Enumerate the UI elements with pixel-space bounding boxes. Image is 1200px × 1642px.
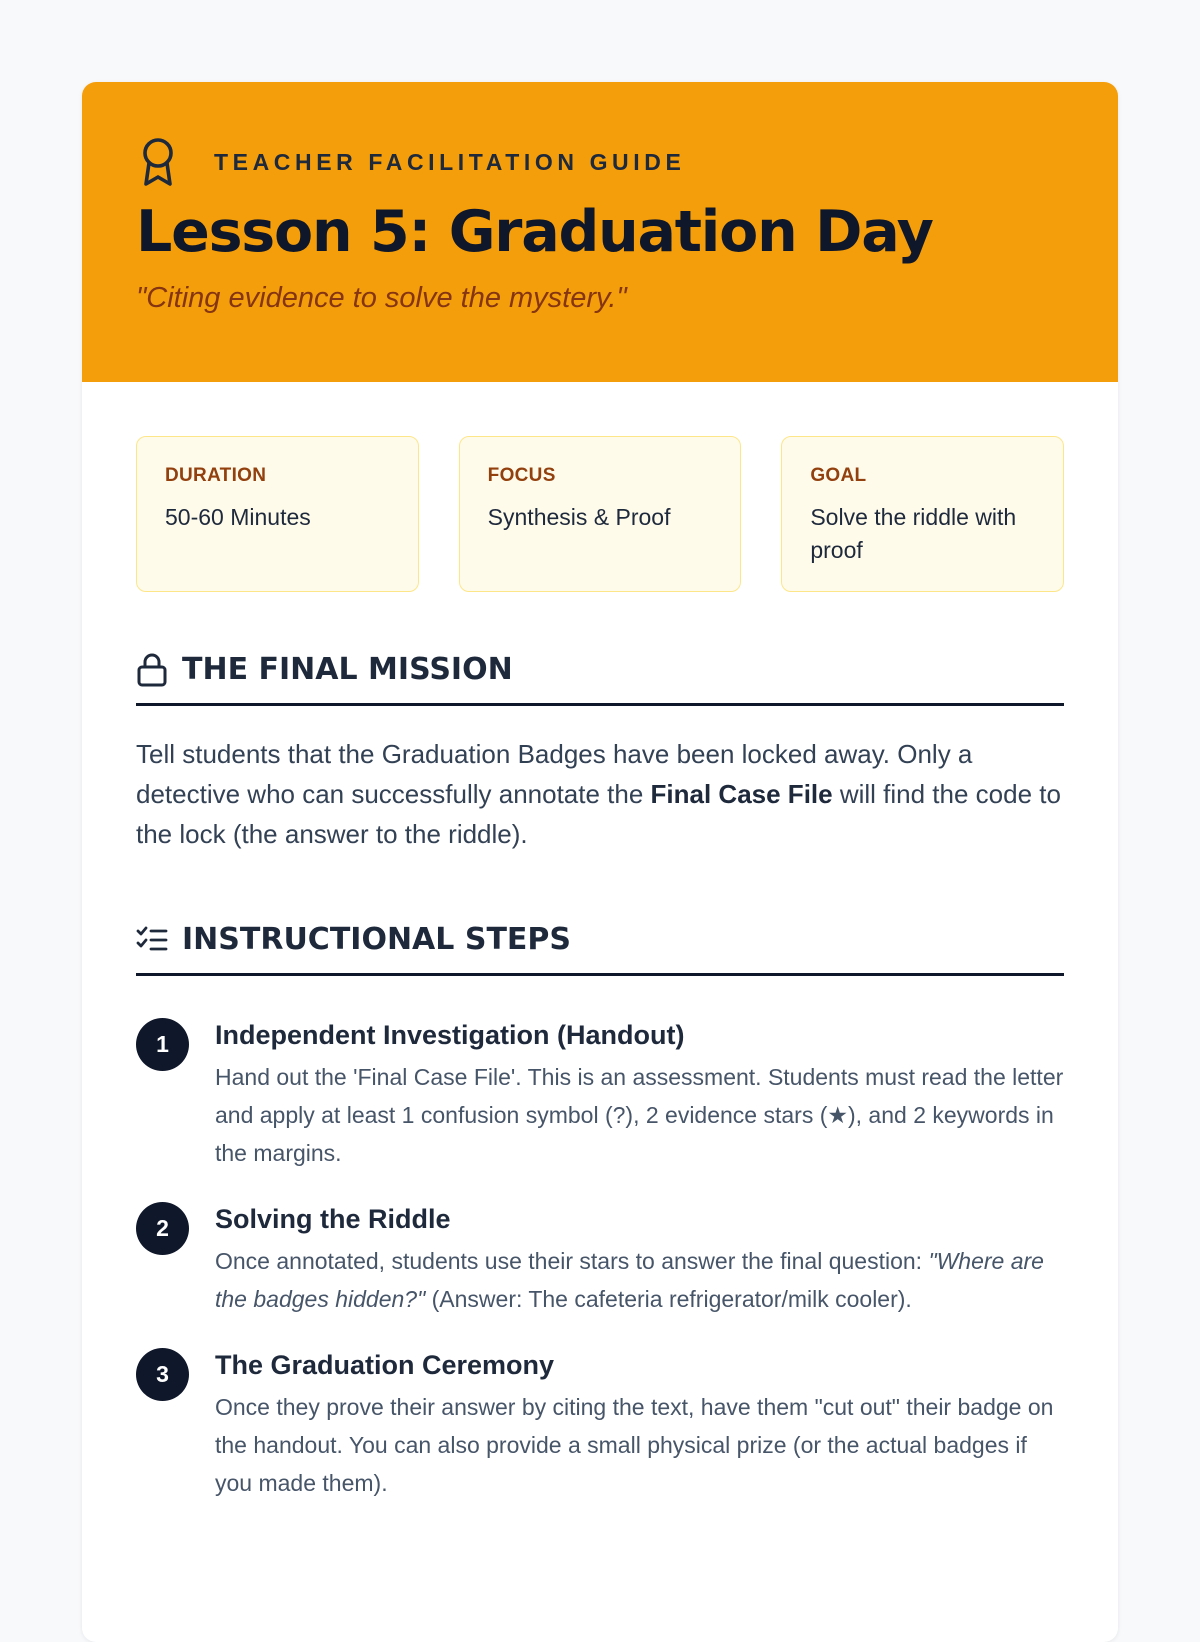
mission-text-part: Tell students that the Graduation Badges have been locked away. Only a detective who can successfully annotate the (136, 739, 973, 809)
meta-value: Synthesis & Proof (487, 504, 671, 530)
meta-value: Solve the riddle with proof (810, 504, 1017, 563)
page-tagline: "Citing evidence to solve the mystery." (136, 281, 627, 314)
mission-paragraph (136, 734, 1064, 854)
step-item (136, 1018, 1064, 1172)
step-number-badge: 3 (136, 1348, 189, 1401)
section-title: INSTRUCTIONAL STEPS (182, 922, 571, 957)
lesson-meta (136, 436, 1064, 592)
step-text-part: (Answer: The cafeteria refrigerator/milk cooler). (425, 1286, 912, 1312)
award-ribbon-icon (136, 136, 180, 188)
step-question: "Where are the badges hidden?" (215, 1248, 1044, 1312)
meta-label: GOAL (810, 465, 867, 486)
section-title: THE FINAL MISSION (182, 652, 513, 687)
step-item (136, 1348, 1064, 1502)
step-text (215, 1242, 1064, 1318)
steps-list (136, 1018, 1064, 1502)
mission-text-bold: Final Case File (650, 779, 833, 809)
step-title: Independent Investigation (Handout) (215, 1020, 685, 1050)
mission-text-part: will find the code to the lock (the answer to the riddle). (136, 779, 1061, 849)
meta-value: 50-60 Minutes (165, 504, 311, 530)
lesson-card (82, 82, 1118, 1642)
step-body (215, 1348, 1064, 1502)
step-body (215, 1202, 1064, 1318)
step-item (136, 1202, 1064, 1318)
meta-label: DURATION (165, 465, 267, 486)
meta-duration (136, 436, 419, 592)
kicker-row (136, 136, 1064, 188)
step-number-badge: 1 (136, 1018, 189, 1071)
step-title: The Graduation Ceremony (215, 1350, 555, 1380)
meta-goal (781, 436, 1064, 592)
meta-label: FOCUS (487, 465, 556, 486)
step-body (215, 1018, 1064, 1172)
lock-icon (136, 653, 168, 687)
step-title: Solving the Riddle (215, 1204, 451, 1234)
step-number-badge: 2 (136, 1202, 189, 1255)
step-text: Hand out the 'Final Case File'. This is an assessment. Students must read the letter and apply at least 1 confusion symbol (?), 2 evidence stars (★), and 2 keywords in the margins. (215, 1064, 1064, 1166)
content-body (82, 382, 1118, 1502)
step-text: Once they prove their answer by citing the text, have them "cut out" their badge on the handout. You can also provide a small physical prize (or the actual badges if you made them). (215, 1394, 1054, 1496)
steps-heading (136, 922, 1064, 976)
guide-kicker: TEACHER FACILITATION GUIDE (214, 148, 686, 175)
mission-heading (136, 652, 1064, 706)
page-title: Lesson 5: Graduation Day (136, 199, 933, 265)
meta-focus (459, 436, 742, 592)
checklist-icon (136, 925, 168, 955)
hero-banner (82, 82, 1118, 382)
step-text-part: Once annotated, students use their stars to answer the final question: (215, 1248, 929, 1274)
